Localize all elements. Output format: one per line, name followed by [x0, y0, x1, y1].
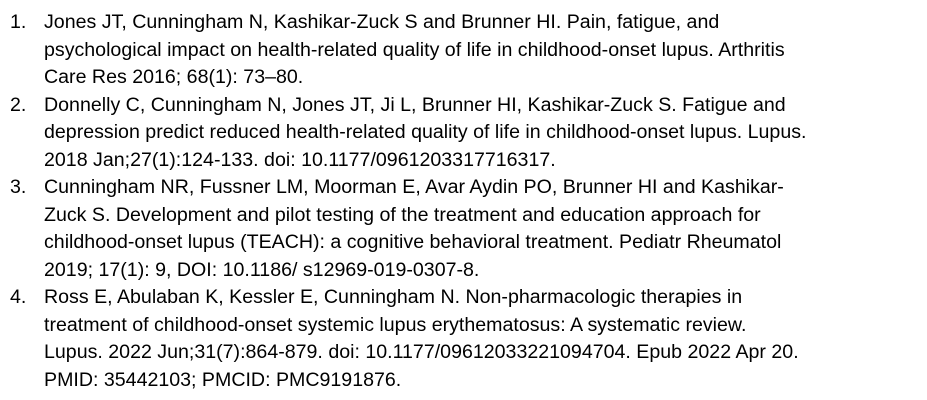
reference-text-line: Lupus. 2022 Jun;31(7):864-879. doi: 10.1177/09612033221094704. Epub 2022 Apr 20.	[44, 341, 799, 363]
reference-text-line: Care Res 2016; 68(1): 73–80.	[44, 66, 304, 88]
reference-text-line: 2019; 17(1): 9, DOI: 10.1186/ s12969-019-0307-8.	[44, 258, 480, 281]
reference-number: 4.	[10, 286, 27, 308]
reference-item-4	[10, 284, 915, 394]
reference-number: 3.	[10, 176, 27, 198]
reference-number: 2.	[10, 93, 27, 116]
reference-text-line: childhood-onset lupus (TEACH): a cognitive behavioral treatment. Pediatr Rheumatol	[44, 231, 782, 253]
reference-number: 1.	[10, 11, 27, 33]
reference-item-1	[10, 9, 915, 92]
reference-text-line: Zuck S. Development and pilot testing of the treatment and education approach for	[44, 203, 761, 226]
reference-text-line: Cunningham NR, Fussner LM, Moorman E, Avar Aydin PO, Brunner HI and Kashikar-	[44, 176, 784, 198]
reference-text-line: Donnelly C, Cunningham N, Jones JT, Ji L, Brunner HI, Kashikar-Zuck S. Fatigue and	[44, 93, 786, 116]
reference-item-3	[10, 174, 915, 284]
reference-text-line: Jones JT, Cunningham N, Kashikar-Zuck S and Brunner HI. Pain, fatigue, and	[44, 11, 720, 33]
reference-item-2	[10, 92, 915, 175]
reference-text-line: Ross E, Abulaban K, Kessler E, Cunningham N. Non-pharmacologic therapies in	[44, 286, 743, 308]
reference-list	[10, 9, 915, 394]
reference-text-line: depression predict reduced health-related quality of life in childhood-onset lupus. Lupus.	[44, 121, 807, 143]
reference-text-line: treatment of childhood-onset systemic lupus erythematosus: A systematic review.	[44, 313, 747, 336]
reference-text-line: psychological impact on health-related quality of life in childhood-onset lupus. Arthritis	[44, 38, 785, 61]
reference-text-line: PMID: 35442103; PMCID: PMC9191876.	[44, 368, 402, 391]
reference-text-line: 2018 Jan;27(1):124-133. doi: 10.1177/0961203317716317.	[44, 148, 556, 171]
